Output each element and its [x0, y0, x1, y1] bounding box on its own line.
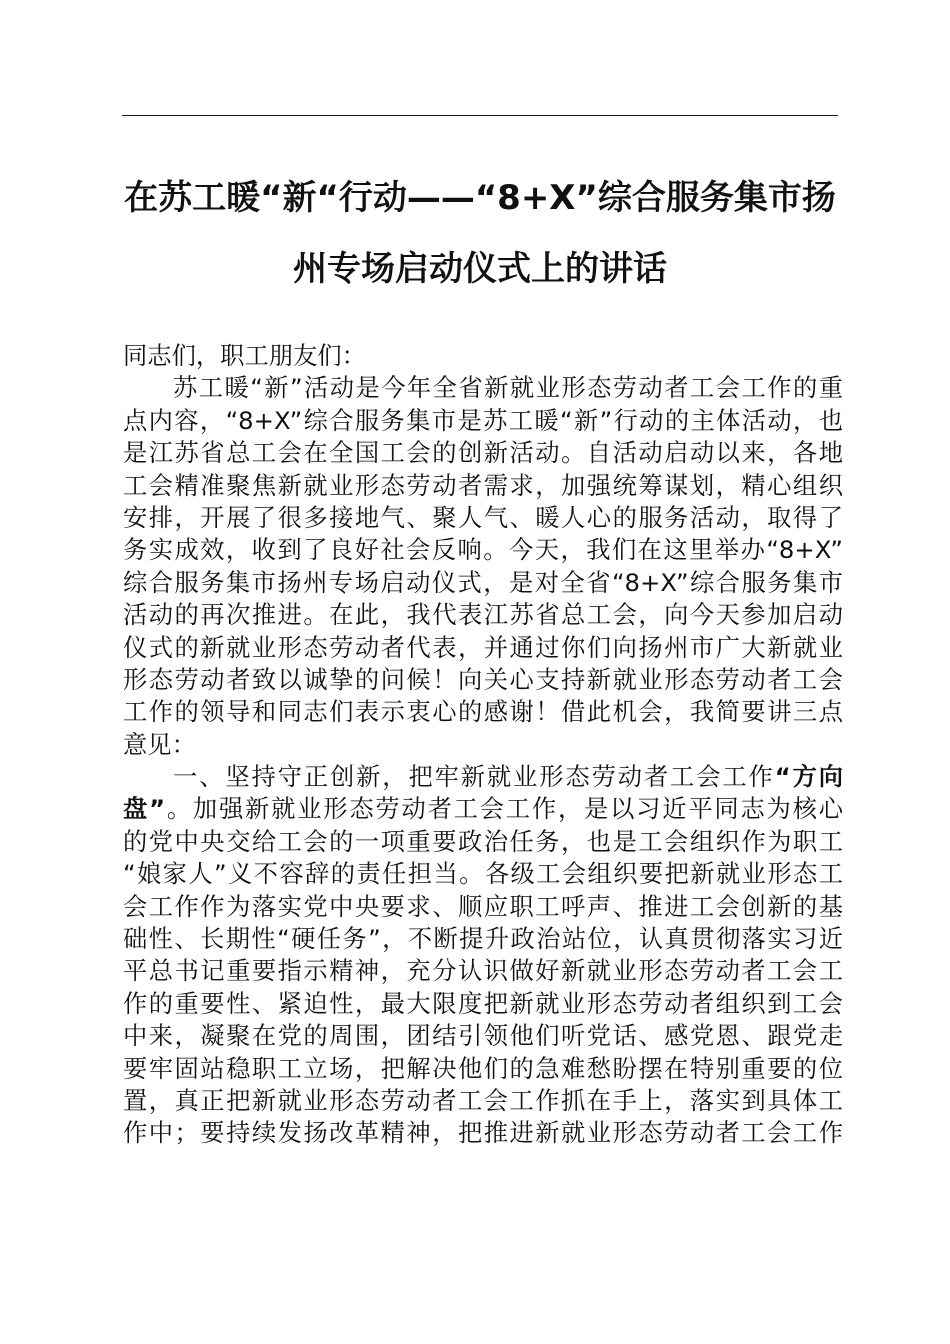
paragraph-1-line: 工会精准聚焦新就业形态劳动者需求，加强统筹谋划，精心组织 — [123, 470, 843, 500]
paragraph-2-line — [123, 793, 843, 825]
salutation: 同志们，职工朋友们： — [123, 341, 366, 370]
paragraph-1-line: 是江苏省总工会在全国工会的创新活动。自活动启动以来，各地 — [123, 438, 843, 468]
paragraph-2-line: 平总书记重要指示精神，充分认识做好新就业形态劳动者工会工 — [123, 956, 843, 986]
document-title-line-2: 州专场启动仪式上的讲话 — [293, 249, 667, 289]
section-heading-quote-open: “方向 — [774, 762, 843, 792]
header-rule — [122, 115, 838, 116]
paragraph-2-line: 础性、长期性“硬任务”，不断提升政治站位，认真贯彻落实习近 — [123, 924, 843, 954]
paragraph-1-line: 意见： — [123, 729, 196, 759]
document-body — [123, 340, 843, 1150]
paragraph-2-line: “娘家人”义不容辞的责任担当。各级工会组织要把新就业形态工 — [123, 859, 843, 889]
paragraph-1-line: 苏工暖“新”活动是今年全省新就业形态劳动者工会工作的重 — [173, 373, 843, 403]
paragraph-1-line: 安排，开展了很多接地气、聚人气、暖人心的服务活动，取得了 — [123, 502, 843, 532]
paragraph-1-line: 工作的领导和同志们表示衷心的感谢！借此机会，我简要讲三点 — [123, 697, 843, 727]
paragraph-1-line: 综合服务集市扬州专场启动仪式，是对全省“8+X”综合服务集市 — [123, 567, 843, 597]
paragraph-2-line: 中来，凝聚在党的周围，团结引领他们听党话、感党恩、跟党走 — [123, 1021, 843, 1051]
paragraph-1-line: 点内容，“8+X”综合服务集市是苏工暖“新”行动的主体活动，也 — [123, 405, 843, 435]
paragraph-2-line: 要牢固站稳职工立场，把解决他们的急难愁盼摆在特别重要的位 — [123, 1053, 843, 1083]
paragraph-2-heading-line — [123, 761, 843, 793]
paragraph-2-line: 作的重要性、紧迫性，最大限度把新就业形态劳动者组织到工会 — [123, 988, 843, 1018]
paragraph-2-line: 作中；要持续发扬改革精神，把推进新就业形态劳动者工会工作 — [123, 1118, 843, 1148]
paragraph-1-line: 仪式的新就业形态劳动者代表，并通过你们向扬州市广大新就业 — [123, 632, 843, 662]
paragraph-2-line: 会工作作为落实党中央要求、顺应职工呼声、推进工会创新的基 — [123, 891, 843, 921]
paragraph-2-line-rest: 。加强新就业形态劳动者工会工作，是以习近平同志为核心 — [165, 794, 843, 824]
paragraph-2-line: 置，真正把新就业形态劳动者工会工作抓在手上，落实到具体工 — [123, 1085, 843, 1115]
section-heading-text: 一、坚持守正创新，把牢新就业形态劳动者工会工作 — [173, 762, 775, 792]
paragraph-1-line: 务实成效，收到了良好社会反响。今天，我们在这里举办“8+X” — [123, 535, 843, 565]
section-heading-quote-close: 盘” — [123, 794, 166, 824]
document-title-line-1: 在苏工暖“新“行动——“8+X”综合服务集市扬 — [124, 178, 836, 218]
paragraph-1-line: 形态劳动者致以诚挚的问候！向关心支持新就业形态劳动者工会 — [123, 664, 843, 694]
paragraph-2-line: 的党中央交给工会的一项重要政治任务，也是工会组织作为职工 — [123, 826, 843, 856]
paragraph-1-line: 活动的再次推进。在此，我代表江苏省总工会，向今天参加启动 — [123, 600, 843, 630]
